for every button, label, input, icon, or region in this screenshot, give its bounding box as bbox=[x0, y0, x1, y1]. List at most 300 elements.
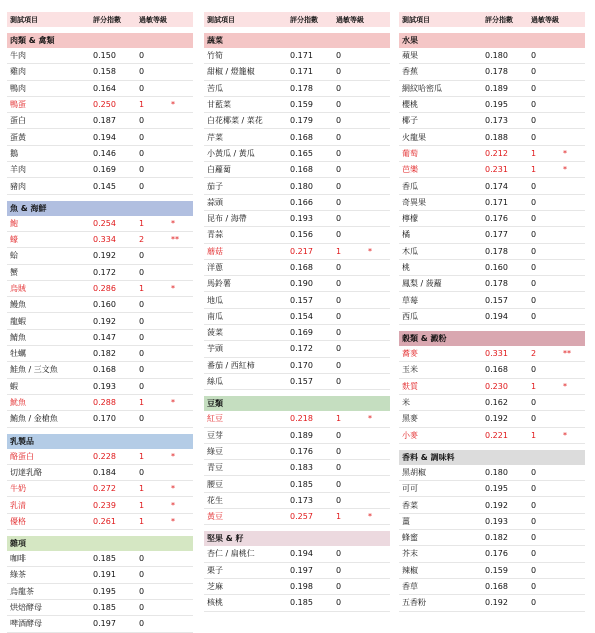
level-value: 0 bbox=[336, 344, 342, 354]
allergy-stars: * bbox=[171, 516, 175, 526]
score-value: 0.160 bbox=[93, 300, 116, 310]
header-item-label: 測試項目 bbox=[402, 15, 430, 24]
table-row bbox=[204, 244, 390, 260]
item-name: 切達乳酪 bbox=[10, 467, 42, 477]
level-value: 0 bbox=[336, 311, 342, 321]
section-title: 乳製品 bbox=[7, 434, 193, 449]
table-row bbox=[204, 309, 390, 325]
item-name: 鴨肉 bbox=[10, 83, 26, 93]
item-name: 腰豆 bbox=[207, 479, 223, 489]
score-value: 0.192 bbox=[485, 500, 508, 510]
allergy-stars: ** bbox=[171, 235, 179, 245]
allergy-stars: * bbox=[171, 284, 175, 293]
table-row bbox=[399, 64, 585, 80]
table-row bbox=[7, 146, 193, 162]
score-value: 0.180 bbox=[290, 181, 313, 191]
item-name: 白蘿蔔 bbox=[207, 165, 231, 175]
score-value: 0.168 bbox=[485, 365, 508, 375]
table-row bbox=[399, 211, 585, 227]
section-title: 堅果 & 籽 bbox=[204, 531, 390, 546]
header-score-label: 評分指數 bbox=[485, 15, 513, 24]
score-value: 0.158 bbox=[93, 67, 116, 77]
table-row bbox=[204, 493, 390, 509]
item-name: 網紋哈密瓜 bbox=[402, 83, 442, 93]
level-value: 0 bbox=[139, 67, 145, 77]
table-row bbox=[399, 411, 585, 427]
level-value: 0 bbox=[531, 263, 537, 272]
level-value: 0 bbox=[139, 181, 145, 191]
item-name: 洋蔥 bbox=[207, 263, 223, 272]
level-value: 0 bbox=[336, 148, 342, 158]
item-name: 蛤 bbox=[10, 251, 18, 261]
allergy-stars: * bbox=[563, 381, 567, 391]
item-name: 烏龍茶 bbox=[10, 586, 34, 596]
table-row bbox=[7, 216, 193, 232]
section-title: 香料 & 調味料 bbox=[399, 450, 585, 465]
item-name: 鳳梨 / 菠蘿 bbox=[402, 279, 442, 289]
table-row bbox=[399, 514, 585, 530]
item-name: 黃豆 bbox=[207, 512, 223, 522]
level-value: 1 bbox=[336, 246, 342, 256]
table-row bbox=[204, 64, 390, 80]
level-value: 0 bbox=[336, 549, 342, 559]
item-name: 木瓜 bbox=[402, 246, 418, 256]
table-row bbox=[204, 211, 390, 227]
item-name: 牛奶 bbox=[10, 484, 26, 494]
level-value: 0 bbox=[139, 467, 145, 477]
level-value: 0 bbox=[139, 51, 145, 61]
table-row bbox=[7, 265, 193, 281]
item-name: 櫻桃 bbox=[402, 100, 418, 110]
score-value: 0.187 bbox=[93, 116, 116, 126]
table-row bbox=[399, 129, 585, 145]
item-name: 栗子 bbox=[207, 565, 223, 575]
table-row bbox=[204, 509, 390, 525]
score-value: 0.231 bbox=[485, 165, 508, 175]
item-name: 小麥 bbox=[402, 430, 418, 440]
table-row bbox=[204, 292, 390, 308]
score-value: 0.160 bbox=[485, 263, 508, 272]
score-value: 0.168 bbox=[290, 165, 313, 175]
score-value: 0.221 bbox=[485, 430, 508, 440]
table-row bbox=[399, 260, 585, 276]
allergy-stars: ** bbox=[563, 349, 571, 359]
level-value: 2 bbox=[139, 235, 145, 245]
table-row bbox=[399, 48, 585, 64]
score-value: 0.182 bbox=[93, 349, 116, 359]
item-name: 桃 bbox=[402, 263, 410, 272]
table-row bbox=[204, 358, 390, 374]
level-value: 0 bbox=[336, 263, 342, 272]
level-value: 0 bbox=[336, 181, 342, 191]
table-row bbox=[7, 514, 193, 530]
score-value: 0.192 bbox=[93, 251, 116, 261]
score-value: 0.166 bbox=[290, 197, 313, 207]
score-value: 0.194 bbox=[485, 311, 508, 321]
item-name: 蠔 bbox=[10, 235, 18, 245]
table-row bbox=[204, 178, 390, 194]
item-name: 鯖魚 bbox=[10, 332, 26, 342]
item-name: 啤酒酵母 bbox=[10, 619, 42, 629]
level-value: 1 bbox=[139, 500, 145, 510]
table-row bbox=[7, 346, 193, 362]
table-row bbox=[204, 81, 390, 97]
item-name: 麩質 bbox=[402, 381, 418, 391]
item-name: 芥末 bbox=[402, 549, 418, 559]
table-row bbox=[399, 292, 585, 308]
level-value: 1 bbox=[139, 451, 145, 461]
item-name: 豬肉 bbox=[10, 181, 26, 191]
level-value: 0 bbox=[336, 165, 342, 175]
level-value: 0 bbox=[139, 251, 145, 261]
item-name: 甘藍菜 bbox=[207, 100, 231, 110]
table-row bbox=[7, 449, 193, 465]
item-name: 南瓜 bbox=[207, 311, 223, 321]
table-row bbox=[399, 465, 585, 481]
item-name: 五香粉 bbox=[402, 598, 426, 608]
table-row bbox=[399, 309, 585, 325]
score-value: 0.172 bbox=[290, 344, 313, 354]
level-value: 0 bbox=[336, 360, 342, 370]
level-value: 0 bbox=[139, 365, 145, 375]
level-value: 0 bbox=[139, 603, 145, 613]
level-value: 0 bbox=[336, 479, 342, 489]
table-row bbox=[399, 481, 585, 497]
item-name: 核桃 bbox=[207, 598, 223, 608]
score-value: 0.176 bbox=[485, 549, 508, 559]
level-value: 0 bbox=[531, 365, 537, 375]
table-row bbox=[399, 595, 585, 611]
score-value: 0.191 bbox=[93, 570, 116, 580]
item-name: 青豆 bbox=[207, 463, 223, 473]
item-name: 薑 bbox=[402, 516, 410, 526]
header-level-label: 過敏等級 bbox=[336, 15, 364, 24]
score-value: 0.173 bbox=[485, 116, 508, 126]
level-value: 0 bbox=[336, 230, 342, 240]
item-name: 甜椒 / 燈籠椒 bbox=[207, 67, 255, 77]
score-value: 0.182 bbox=[485, 533, 508, 543]
item-name: 檸檬 bbox=[402, 214, 418, 224]
table-row bbox=[7, 567, 193, 583]
level-value: 0 bbox=[139, 414, 145, 424]
level-value: 0 bbox=[336, 377, 342, 387]
level-value: 0 bbox=[139, 554, 145, 564]
item-name: 蘑菇 bbox=[207, 246, 223, 256]
score-value: 0.192 bbox=[485, 598, 508, 608]
allergy-stars: * bbox=[171, 500, 175, 510]
score-value: 0.250 bbox=[93, 100, 116, 110]
table-row bbox=[204, 113, 390, 129]
score-value: 0.185 bbox=[290, 598, 313, 608]
item-name: 草莓 bbox=[402, 295, 418, 305]
item-name: 蛋白 bbox=[10, 116, 26, 126]
item-name: 芭樂 bbox=[402, 165, 418, 175]
item-name: 龍蝦 bbox=[10, 316, 26, 326]
item-name: 烘焙酵母 bbox=[10, 603, 42, 613]
table-row bbox=[399, 379, 585, 395]
table-row bbox=[399, 579, 585, 595]
table-row bbox=[204, 162, 390, 178]
item-name: 火龍果 bbox=[402, 132, 426, 142]
item-name: 蝦 bbox=[10, 381, 18, 391]
item-name: 牡蠣 bbox=[10, 349, 26, 359]
table-row bbox=[399, 395, 585, 411]
section-title: 水果 bbox=[399, 33, 585, 48]
item-name: 芹菜 bbox=[207, 132, 223, 142]
score-value: 0.178 bbox=[485, 246, 508, 256]
table-row bbox=[399, 146, 585, 162]
score-value: 0.168 bbox=[93, 365, 116, 375]
item-name: 蒜頭 bbox=[207, 197, 223, 207]
item-name: 馬鈴薯 bbox=[207, 279, 231, 289]
score-value: 0.197 bbox=[290, 565, 313, 575]
score-value: 0.184 bbox=[93, 467, 116, 477]
score-value: 0.157 bbox=[290, 295, 313, 305]
section-title: 肉類 & 禽類 bbox=[7, 33, 193, 48]
score-value: 0.192 bbox=[485, 414, 508, 424]
item-name: 羊肉 bbox=[10, 165, 26, 175]
column-header bbox=[399, 12, 585, 27]
table-row bbox=[7, 281, 193, 297]
score-value: 0.185 bbox=[93, 554, 116, 564]
table-row bbox=[204, 341, 390, 357]
score-value: 0.272 bbox=[93, 484, 116, 494]
score-value: 0.170 bbox=[290, 360, 313, 370]
table-row bbox=[204, 260, 390, 276]
score-value: 0.194 bbox=[93, 132, 116, 142]
level-value: 1 bbox=[139, 284, 145, 293]
table-row bbox=[399, 563, 585, 579]
score-value: 0.162 bbox=[485, 398, 508, 408]
level-value: 0 bbox=[336, 582, 342, 592]
table-row bbox=[399, 97, 585, 113]
item-name: 鵝 bbox=[10, 148, 18, 158]
level-value: 1 bbox=[139, 100, 145, 110]
item-name: 雞肉 bbox=[10, 67, 26, 77]
level-value: 0 bbox=[531, 230, 537, 240]
level-value: 0 bbox=[336, 197, 342, 207]
item-name: 茄子 bbox=[207, 181, 223, 191]
level-value: 0 bbox=[336, 51, 342, 61]
table-row bbox=[204, 129, 390, 145]
table-row bbox=[204, 546, 390, 562]
allergy-stars: * bbox=[563, 165, 567, 175]
table-row bbox=[7, 97, 193, 113]
level-value: 0 bbox=[139, 586, 145, 596]
level-value: 0 bbox=[139, 332, 145, 342]
level-value: 0 bbox=[531, 582, 537, 592]
score-value: 0.334 bbox=[93, 235, 116, 245]
item-name: 鴨蛋 bbox=[10, 100, 26, 110]
score-value: 0.183 bbox=[290, 463, 313, 473]
table-row bbox=[399, 530, 585, 546]
level-value: 0 bbox=[336, 83, 342, 93]
score-value: 0.178 bbox=[290, 83, 313, 93]
table-row bbox=[204, 579, 390, 595]
level-value: 0 bbox=[336, 463, 342, 473]
level-value: 0 bbox=[139, 619, 145, 629]
level-value: 0 bbox=[336, 214, 342, 224]
score-value: 0.179 bbox=[290, 116, 313, 126]
column-2 bbox=[204, 12, 390, 612]
table-row bbox=[7, 162, 193, 178]
level-value: 1 bbox=[139, 218, 145, 228]
allergy-stars: * bbox=[563, 148, 567, 158]
score-value: 0.164 bbox=[93, 83, 116, 93]
column-1 bbox=[7, 12, 193, 633]
table-row bbox=[399, 362, 585, 378]
score-value: 0.192 bbox=[93, 316, 116, 326]
table-row bbox=[204, 146, 390, 162]
score-value: 0.173 bbox=[290, 495, 313, 505]
level-value: 0 bbox=[336, 100, 342, 110]
score-value: 0.180 bbox=[485, 467, 508, 477]
level-value: 1 bbox=[531, 148, 537, 158]
score-value: 0.230 bbox=[485, 381, 508, 391]
score-value: 0.288 bbox=[93, 398, 116, 408]
level-value: 0 bbox=[531, 533, 537, 543]
table-row bbox=[7, 497, 193, 513]
item-name: 蛋黃 bbox=[10, 132, 26, 142]
score-value: 0.178 bbox=[485, 67, 508, 77]
score-value: 0.193 bbox=[485, 516, 508, 526]
score-value: 0.180 bbox=[485, 51, 508, 61]
allergy-stars: * bbox=[368, 414, 372, 424]
score-value: 0.157 bbox=[485, 295, 508, 305]
item-name: 蕎麥 bbox=[402, 349, 418, 359]
item-name: 可可 bbox=[402, 484, 418, 494]
allergy-stars: * bbox=[171, 100, 175, 110]
score-value: 0.176 bbox=[485, 214, 508, 224]
score-value: 0.217 bbox=[290, 246, 313, 256]
score-value: 0.168 bbox=[485, 582, 508, 592]
item-name: 咖啡 bbox=[10, 554, 26, 564]
level-value: 0 bbox=[531, 51, 537, 61]
level-value: 0 bbox=[139, 83, 145, 93]
section-title: 雜項 bbox=[7, 536, 193, 551]
table-row bbox=[7, 362, 193, 378]
item-name: 菠菜 bbox=[207, 328, 223, 338]
level-value: 0 bbox=[531, 214, 537, 224]
level-value: 0 bbox=[139, 148, 145, 158]
score-value: 0.171 bbox=[290, 67, 313, 77]
table-row bbox=[7, 248, 193, 264]
score-value: 0.169 bbox=[93, 165, 116, 175]
allergy-stars: * bbox=[171, 218, 175, 228]
score-value: 0.171 bbox=[290, 51, 313, 61]
level-value: 0 bbox=[531, 467, 537, 477]
level-value: 0 bbox=[531, 549, 537, 559]
item-name: 烏賊 bbox=[10, 284, 26, 293]
table-row bbox=[204, 428, 390, 444]
level-value: 0 bbox=[531, 311, 537, 321]
level-value: 0 bbox=[139, 316, 145, 326]
score-value: 0.239 bbox=[93, 500, 116, 510]
item-name: 香瓜 bbox=[402, 181, 418, 191]
allergy-stars: * bbox=[171, 451, 175, 461]
table-row bbox=[204, 227, 390, 243]
table-row bbox=[7, 129, 193, 145]
table-row bbox=[7, 584, 193, 600]
level-value: 1 bbox=[139, 398, 145, 408]
allergy-stars: * bbox=[368, 246, 372, 256]
level-value: 0 bbox=[139, 349, 145, 359]
level-value: 0 bbox=[336, 565, 342, 575]
score-value: 0.195 bbox=[93, 586, 116, 596]
level-value: 0 bbox=[336, 116, 342, 126]
score-value: 0.286 bbox=[93, 284, 116, 293]
item-name: 昆布 / 海帶 bbox=[207, 214, 247, 224]
score-value: 0.198 bbox=[290, 582, 313, 592]
score-value: 0.228 bbox=[93, 451, 116, 461]
table-row bbox=[7, 232, 193, 248]
item-name: 優格 bbox=[10, 516, 26, 526]
table-row bbox=[7, 178, 193, 194]
item-name: 蟹 bbox=[10, 267, 18, 277]
table-row bbox=[399, 178, 585, 194]
table-row bbox=[399, 276, 585, 292]
level-value: 0 bbox=[336, 430, 342, 440]
table-row bbox=[7, 81, 193, 97]
score-value: 0.171 bbox=[485, 197, 508, 207]
item-name: 地瓜 bbox=[207, 295, 223, 305]
level-value: 0 bbox=[336, 67, 342, 77]
item-name: 香蕉 bbox=[402, 67, 418, 77]
table-row bbox=[7, 113, 193, 129]
score-value: 0.194 bbox=[290, 549, 313, 559]
allergy-stars: * bbox=[368, 512, 372, 522]
table-row bbox=[399, 81, 585, 97]
level-value: 0 bbox=[531, 565, 537, 575]
level-value: 0 bbox=[139, 381, 145, 391]
score-value: 0.218 bbox=[290, 414, 313, 424]
table-row bbox=[204, 325, 390, 341]
table-row bbox=[204, 374, 390, 390]
score-value: 0.261 bbox=[93, 516, 116, 526]
item-name: 牛肉 bbox=[10, 51, 26, 61]
table-row bbox=[204, 563, 390, 579]
table-row bbox=[7, 600, 193, 616]
table-row bbox=[204, 276, 390, 292]
score-value: 0.154 bbox=[290, 311, 313, 321]
score-value: 0.170 bbox=[93, 414, 116, 424]
item-name: 白花椰菜 / 菜花 bbox=[207, 116, 263, 126]
table-row bbox=[204, 48, 390, 64]
score-value: 0.189 bbox=[485, 83, 508, 93]
level-value: 0 bbox=[531, 279, 537, 289]
score-value: 0.185 bbox=[93, 603, 116, 613]
table-row bbox=[204, 476, 390, 492]
level-value: 2 bbox=[531, 349, 537, 359]
item-name: 絲瓜 bbox=[207, 377, 223, 387]
level-value: 0 bbox=[531, 132, 537, 142]
level-value: 0 bbox=[531, 598, 537, 608]
score-value: 0.146 bbox=[93, 148, 116, 158]
level-value: 1 bbox=[531, 165, 537, 175]
item-name: 辣椒 bbox=[402, 565, 418, 575]
table-row bbox=[399, 428, 585, 444]
score-value: 0.172 bbox=[93, 267, 116, 277]
item-name: 綠茶 bbox=[10, 570, 26, 580]
score-value: 0.157 bbox=[290, 377, 313, 387]
item-name: 綠豆 bbox=[207, 446, 223, 456]
item-name: 奇異果 bbox=[402, 197, 426, 207]
table-row bbox=[399, 195, 585, 211]
item-name: 香菜 bbox=[402, 500, 418, 510]
score-value: 0.177 bbox=[485, 230, 508, 240]
item-name: 米 bbox=[402, 398, 410, 408]
section-title: 豆類 bbox=[204, 396, 390, 411]
